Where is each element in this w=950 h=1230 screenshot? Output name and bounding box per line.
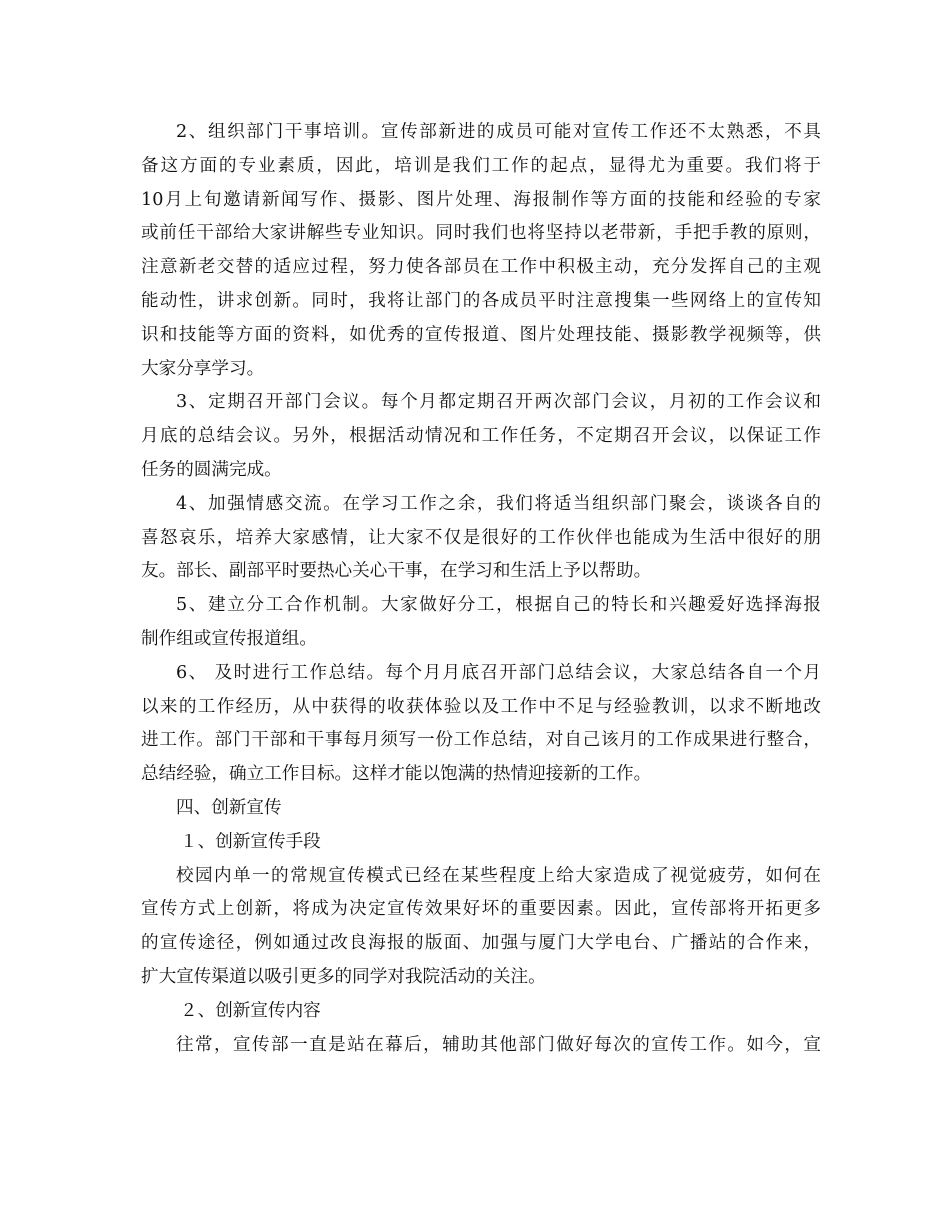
- text-line: 或前任干部给大家讲解些专业知识。同时我们也将坚持以老带新，手把手教的原则，: [141, 223, 821, 244]
- text-line: 友。部长、副部平时要热心关心干事，在学习和生活上予以帮助。: [141, 561, 652, 582]
- text-line: 扩大宣传渠道以吸引更多的同学对我院活动的关注。: [141, 966, 546, 987]
- text-line: 喜怒哀乐，培养大家感情，让大家不仅是很好的工作伙伴也能成为生活中很好的朋: [141, 527, 821, 548]
- text-line: 识和技能等方面的资料，如优秀的宣传报道、图片处理技能、摄影教学视频等，供: [141, 324, 821, 345]
- text-line: 往常，宣传部一直是站在幕后，辅助其他部门做好每次的宣传工作。如今，宣: [176, 1034, 821, 1055]
- text-line: ２、创新宣传内容: [180, 1000, 321, 1021]
- text-line: 月底的总结会议。另外，根据活动情况和工作任务，不定期召开会议，以保证工作: [141, 426, 821, 447]
- text-line: 10月上旬邀请新闻写作、摄影、图片处理、海报制作等方面的技能和经验的专家: [141, 189, 821, 210]
- text-line: 4、加强情感交流。在学习工作之余，我们将适当组织部门聚会，谈谈各自的: [176, 493, 821, 514]
- text-line: 以来的工作经历，从中获得的收获体验以及工作中不足与经验教训，以求不断地改: [141, 696, 821, 717]
- text-line: 的宣传途径，例如通过改良海报的版面、加强与厦门大学电台、广播站的合作来，: [141, 933, 821, 954]
- text-line: 进工作。部门干部和干事每月须写一份工作总结，对自己该月的工作成果进行整合，: [141, 730, 821, 751]
- text-line: 备这方面的专业素质，因此，培训是我们工作的起点，显得尤为重要。我们将于: [141, 155, 821, 176]
- text-line: 校园内单一的常规宣传模式已经在某些程度上给大家造成了视觉疲劳，如何在: [176, 865, 821, 886]
- text-line: 任务的圆满完成。: [141, 459, 282, 480]
- text-line: 能动性，讲求创新。同时，我将让部门的各成员平时注意搜集一些网络上的宣传知: [141, 290, 821, 311]
- text-line: 大家分享学习。: [141, 358, 265, 379]
- text-line: 四、创新宣传: [176, 797, 282, 818]
- text-line: 制作组或宣传报道组。: [141, 628, 317, 649]
- text-line: 注意新老交替的适应过程，努力使各部员在工作中积极主动，充分发挥自己的主观: [141, 257, 821, 278]
- text-line: １、创新宣传手段: [180, 831, 321, 852]
- text-line: 2、组织部门干事培训。宣传部新进的成员可能对宣传工作还不太熟悉，不具: [176, 122, 821, 142]
- text-line: 宣传方式上创新，将成为决定宣传效果好坏的重要因素。因此，宣传部将开拓更多: [141, 899, 821, 920]
- text-line: 总结经验，确立工作目标。这样才能以饱满的热情迎接新的工作。: [141, 764, 652, 785]
- text-line: 3、定期召开部门会议。每个月都定期召开两次部门会议，月初的工作会议和: [176, 392, 821, 413]
- document-body: [141, 116, 821, 1062]
- text-line: 6、 及时进行工作总结。每个月月底召开部门总结会议，大家总结各自一个月: [176, 662, 821, 683]
- text-line: 5、建立分工合作机制。大家做好分工，根据自己的特长和兴趣爱好选择海报: [176, 595, 821, 616]
